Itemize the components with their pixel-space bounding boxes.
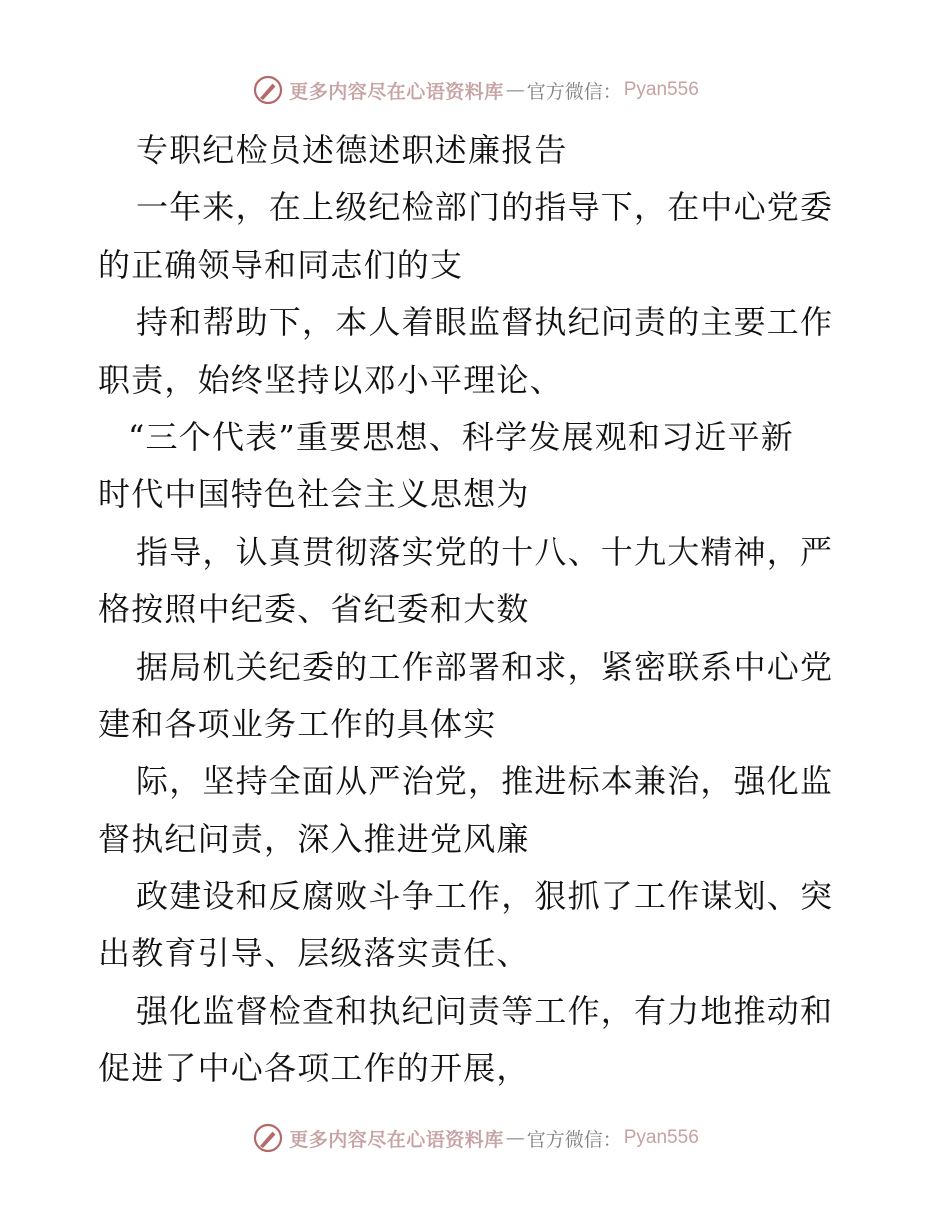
paragraph-line: 时代中国特色社会主义思想为 xyxy=(98,475,530,514)
paragraph-line: 强化监督检查和执纪问责等工作，有力地推动和 xyxy=(136,991,834,1030)
watermark-dash: — xyxy=(505,1127,525,1149)
paragraph-line: 一年来，在上级纪检部门的指导下，在中心党委 xyxy=(136,188,834,227)
paragraph-line: 督执纪问责，深入推进党风廉 xyxy=(98,819,530,858)
paragraph-line: 的正确领导和同志们的支 xyxy=(98,245,464,284)
watermark-main-text: 更多内容尽在心语资料库 xyxy=(289,80,504,103)
paragraph-line: “三个代表”重要思想、科学发展观和习近平新 xyxy=(128,417,794,456)
paragraph-line: 出教育引导、层级落实责任、 xyxy=(98,934,530,973)
watermark-label: 官方微信： xyxy=(526,80,622,103)
watermark-label: 官方微信： xyxy=(526,1128,622,1151)
paragraph-line: 职责，始终坚持以邓小平理论、 xyxy=(98,360,563,399)
paragraph-line: 指导，认真贯彻落实党的十八、十九大精神，严 xyxy=(136,532,834,571)
watermark-dash: — xyxy=(505,79,525,101)
paragraph-line: 据局机关纪委的工作部署和求，紧密联系中心党 xyxy=(136,647,834,686)
paragraph-line: 持和帮助下，本人着眼监督执纪问责的主要工作 xyxy=(136,303,834,342)
header-watermark xyxy=(0,70,950,110)
paragraph-line: 促进了中心各项工作的开展， xyxy=(98,1049,530,1088)
document-title: 专职纪检员述德述职述廉报告 xyxy=(136,131,568,169)
pen-logo-icon xyxy=(251,73,285,107)
document-body xyxy=(98,122,858,1098)
watermark-wechat-id: Pyan556 xyxy=(623,1127,699,1148)
paragraph-line: 建和各项业务工作的具体实 xyxy=(98,704,497,743)
pen-logo-icon xyxy=(251,1121,285,1155)
paragraph-line: 政建设和反腐败斗争工作，狠抓了工作谋划、突 xyxy=(136,877,834,916)
paragraph-line: 际，坚持全面从严治党，推进标本兼治，强化监 xyxy=(136,762,834,801)
watermark-wechat-id: Pyan556 xyxy=(623,79,699,100)
footer-watermark xyxy=(0,1118,950,1158)
paragraph-line: 格按照中纪委、省纪委和大数 xyxy=(98,590,530,629)
watermark-main-text: 更多内容尽在心语资料库 xyxy=(289,1128,504,1151)
